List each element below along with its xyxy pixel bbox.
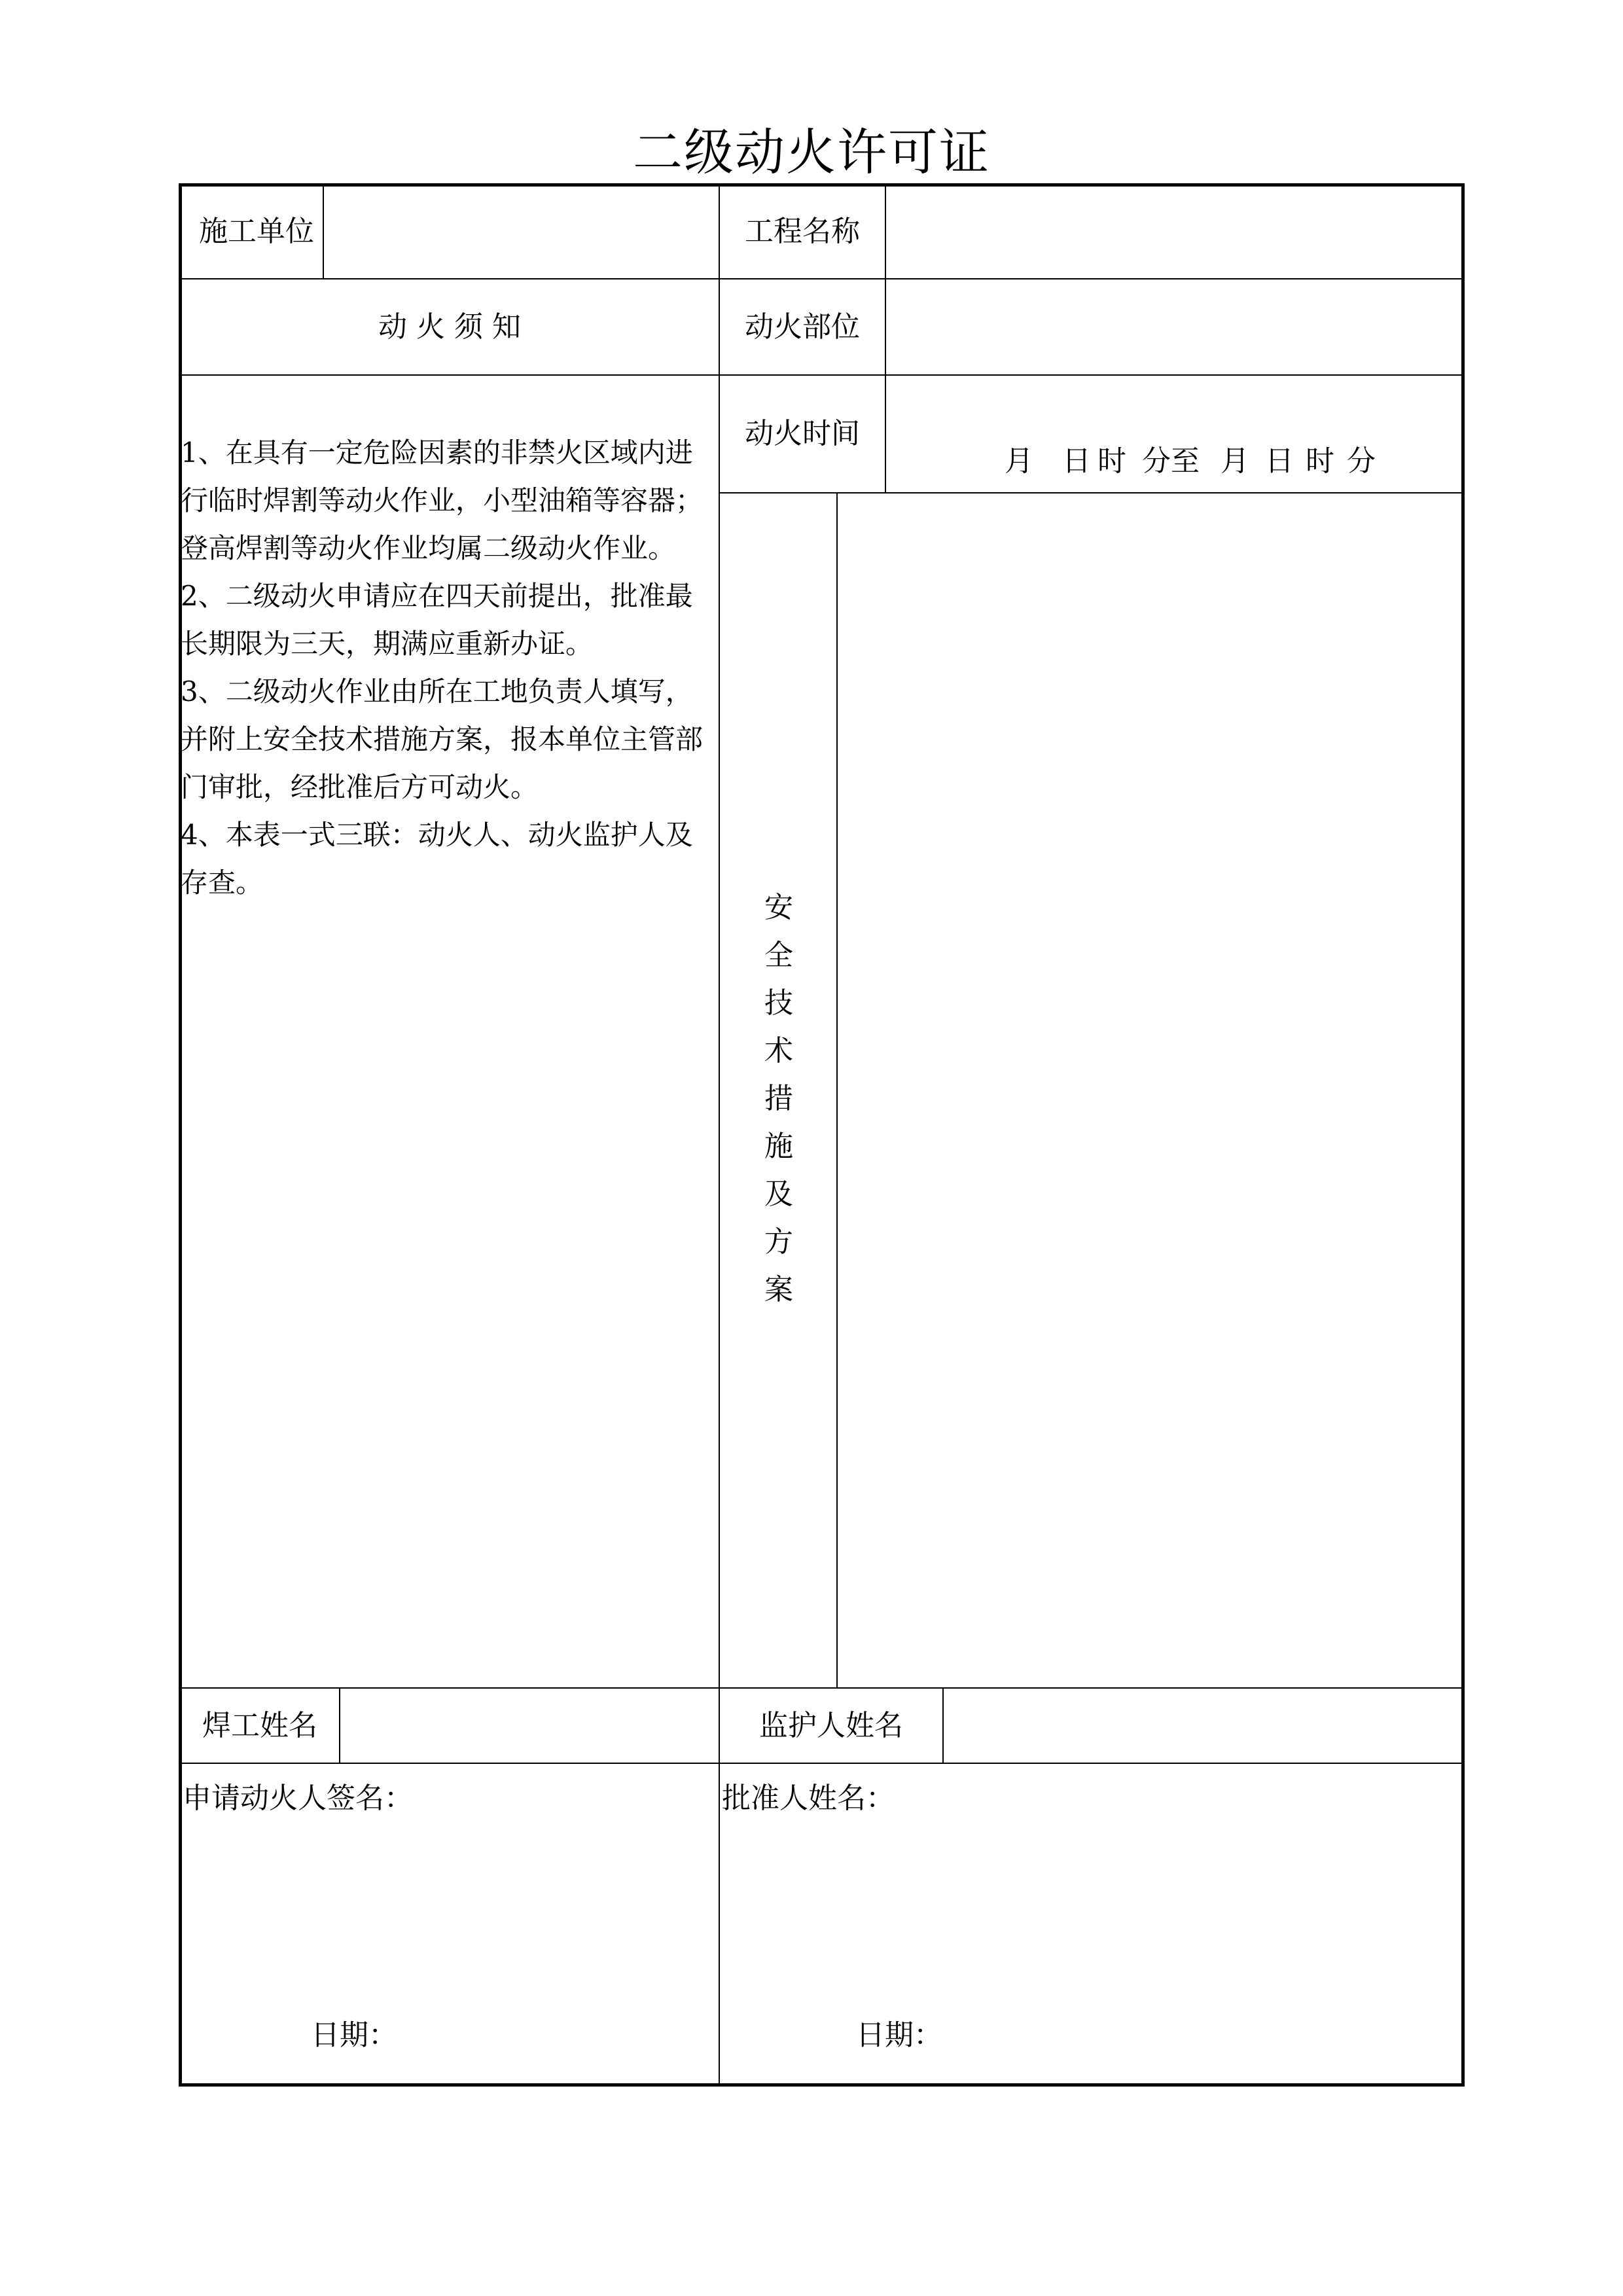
safety-label-char: 案 [764,1273,793,1306]
notice-item-1: 1、在具有一定危险因素的非禁火区域内进行临时焊割等动火作业，小型油箱等容器；登高焊割等动火作业均属二级动火作业。 [181,437,704,564]
welder-name-field[interactable] [341,1689,719,1763]
applicant-signature-label: 申请动火人签名： [183,1782,413,1815]
col-divider-supervisor [942,1687,944,1763]
safety-measures-field[interactable] [838,494,1463,1687]
project-name-label: 工程名称 [745,215,860,248]
notice-item-2: 2、二级动火申请应在四天前提出，批准最长期限为三天，期满应重新办证。 [181,580,693,660]
notice-item-4: 4、本表一式三联：动火人、动火监护人及存查。 [181,819,693,899]
supervisor-name-label: 监护人姓名 [759,1708,903,1742]
time-minute-to: 分至 [1142,444,1200,478]
fire-location-label: 动火部位 [745,310,860,344]
time-hour-end: 时 [1306,444,1334,478]
notice-list [181,429,714,906]
applicant-date-label: 日期： [311,2018,397,2052]
fire-time-label: 动火时间 [745,417,860,450]
fire-time-field[interactable] [887,419,1465,484]
col-divider-right-label [885,185,886,492]
supervisor-name-field[interactable] [944,1689,1463,1763]
safety-label-char: 术 [764,1034,793,1067]
project-name-field[interactable] [887,185,1463,278]
approver-name-label: 批准人姓名： [722,1782,895,1815]
construction-unit-field[interactable] [325,185,717,278]
time-month-end: 月 [1221,444,1249,478]
construction-unit-label: 施工单位 [199,215,314,248]
row-divider-3 [720,492,1463,493]
safety-measures-label [721,884,836,1314]
safety-label-char: 技 [764,986,793,1020]
safety-label-char: 安 [764,891,793,924]
time-day-start: 日 [1062,444,1091,478]
row-divider-5 [181,1763,1463,1764]
applicant-signature-field[interactable] [181,1826,719,2009]
notice-heading: 动 火 须 知 [378,310,521,344]
safety-label-char: 措 [764,1082,793,1115]
safety-label-char: 施 [764,1130,793,1163]
approver-name-field[interactable] [720,1826,1463,2009]
approver-date-label: 日期： [856,2018,942,2052]
safety-label-char: 及 [764,1177,793,1211]
safety-label-char: 全 [764,939,793,972]
fire-location-field[interactable] [887,279,1463,374]
safety-label-char: 方 [764,1225,793,1259]
welder-name-label: 焊工姓名 [202,1708,317,1742]
form-title: 二级动火许可证 [633,123,990,181]
notice-item-3: 3、二级动火作业由所在工地负责人填写，并附上安全技术措施方案，报本单位主管部门审批，经批准后方可动火。 [181,675,704,803]
col-divider-welder [339,1687,340,1763]
time-day-end: 日 [1265,444,1294,478]
time-minute-end: 分 [1347,444,1376,478]
time-hour-start: 时 [1097,444,1126,478]
col-divider-measures [836,492,838,1687]
time-month-start: 月 [1005,444,1033,478]
